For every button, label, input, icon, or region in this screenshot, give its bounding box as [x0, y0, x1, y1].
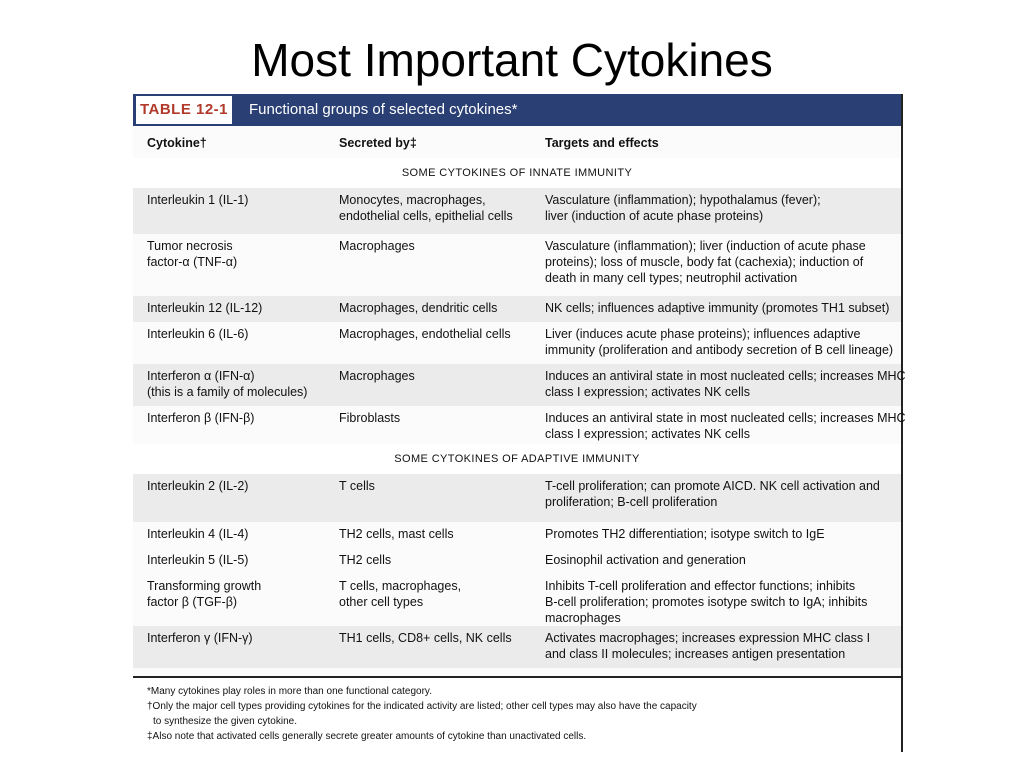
cell-line: Eosinophil activation and generation	[545, 553, 746, 567]
cell-line: T-cell proliferation; can promote AICD. NK cell activation and	[545, 479, 880, 493]
cell-line: Vasculature (inflammation); liver (induction of acute phase	[545, 239, 866, 253]
cell-targets-effects	[545, 238, 866, 286]
table-header-row	[133, 126, 901, 160]
cell-line: TH2 cells, mast cells	[339, 527, 454, 541]
table-row	[133, 574, 901, 626]
header-targets-effects: Targets and effects	[545, 136, 659, 150]
cell-line: class I expression; activates NK cells	[545, 385, 750, 399]
cell-line: (this is a family of molecules)	[147, 385, 308, 399]
cell-targets-effects	[545, 300, 889, 316]
cell-line: T cells	[339, 479, 375, 493]
cell-line: factor-α (TNF-α)	[147, 255, 238, 269]
cell-line: Macrophages	[339, 369, 415, 383]
cell-line: Tumor necrosis	[147, 239, 233, 253]
cell-cytokine	[147, 368, 307, 400]
cell-targets-effects	[545, 368, 906, 400]
cell-cytokine	[147, 192, 248, 208]
table-row	[133, 626, 901, 668]
footnote: to synthesize the given cytokine.	[153, 716, 297, 727]
cell-cytokine	[147, 478, 248, 494]
cell-line: macrophages	[545, 611, 621, 625]
cell-line: other cell types	[339, 595, 424, 609]
table-row	[133, 548, 901, 574]
cell-secreted-by	[339, 300, 497, 316]
section-heading: SOME CYTOKINES OF ADAPTIVE IMMUNITY	[133, 444, 901, 475]
cell-cytokine	[147, 630, 253, 646]
cell-line: T cells, macrophages,	[339, 579, 462, 593]
cell-secreted-by	[339, 238, 415, 254]
cell-line: Macrophages	[339, 239, 415, 253]
cell-line: TH1 cells, CD8+ cells, NK cells	[339, 631, 512, 645]
cell-line: Interferon γ (IFN-γ)	[147, 631, 253, 645]
cell-cytokine	[147, 578, 261, 610]
cell-targets-effects	[545, 526, 825, 542]
cell-secreted-by	[339, 526, 454, 542]
cell-line: Interleukin 5 (IL-5)	[147, 553, 249, 567]
cell-cytokine	[147, 238, 237, 270]
cell-secreted-by	[339, 410, 400, 426]
cell-line: class I expression; activates NK cells	[545, 427, 750, 441]
cell-secreted-by	[339, 478, 375, 494]
table-row	[133, 522, 901, 548]
cell-line: immunity (proliferation and antibody secretion of B cell lineage)	[545, 343, 894, 357]
header-secreted-by: Secreted by‡	[339, 136, 417, 150]
cell-line: liver (induction of acute phase proteins)	[545, 209, 764, 223]
cell-line: Inhibits T-cell proliferation and effector functions; inhibits	[545, 579, 856, 593]
cell-line: Activates macrophages; increases expression MHC class I	[545, 631, 871, 645]
cell-targets-effects	[545, 630, 870, 662]
footnote: †Only the major cell types providing cytokines for the indicated activity are listed; other cell types may also have the capacity	[147, 701, 697, 712]
cell-secreted-by	[339, 368, 415, 384]
cell-targets-effects	[545, 326, 893, 358]
cell-line: Liver (induces acute phase proteins); influences adaptive	[545, 327, 861, 341]
cell-line: Interleukin 1 (IL-1)	[147, 193, 249, 207]
header-cytokine: Cytokine†	[147, 136, 207, 150]
cell-line: factor β (TGF-β)	[147, 595, 238, 609]
cell-targets-effects	[545, 192, 821, 224]
cell-line: Induces an antiviral state in most nucleated cells; increases MHC	[545, 369, 906, 383]
table-row	[133, 234, 901, 296]
table-row	[133, 188, 901, 234]
cell-line: endothelial cells, epithelial cells	[339, 209, 513, 223]
section-heading: SOME CYTOKINES OF INNATE IMMUNITY	[133, 158, 901, 189]
table-row	[133, 474, 901, 522]
cell-line: Macrophages, endothelial cells	[339, 327, 511, 341]
cell-targets-effects	[545, 478, 880, 510]
cell-secreted-by	[339, 192, 513, 224]
cell-line: death in many cell types; neutrophil activation	[545, 271, 798, 285]
cell-line: Transforming growth	[147, 579, 262, 593]
table-row	[133, 364, 906, 406]
cell-targets-effects	[545, 410, 906, 442]
cell-targets-effects	[545, 552, 746, 568]
cytokine-table	[133, 94, 906, 752]
cell-line: proliferation; B-cell proliferation	[545, 495, 718, 509]
footnote: ‡Also note that activated cells generally secrete greater amounts of cytokine than unactivated cells.	[147, 731, 587, 742]
cell-line: Vasculature (inflammation); hypothalamus (fever);	[545, 193, 821, 207]
cell-line: NK cells; influences adaptive immunity (promotes TH1 subset)	[545, 301, 890, 315]
table-caption-bar	[133, 94, 901, 126]
cell-cytokine	[147, 326, 248, 342]
cell-line: Fibroblasts	[339, 411, 401, 425]
cell-line: Promotes TH2 differentiation; isotype switch to IgE	[545, 527, 825, 541]
table-row	[133, 296, 901, 322]
table-row	[133, 406, 906, 444]
cell-cytokine	[147, 526, 248, 542]
cell-secreted-by	[339, 326, 511, 342]
footnote: *Many cytokines play roles in more than one functional category.	[147, 686, 432, 697]
table-caption: Functional groups of selected cytokines*	[249, 101, 518, 118]
table-footnotes	[133, 676, 901, 754]
cell-line: Monocytes, macrophages,	[339, 193, 486, 207]
table-row	[133, 322, 901, 364]
cell-line: Macrophages, dendritic cells	[339, 301, 498, 315]
slide-title: Most Important Cytokines	[251, 34, 773, 86]
cell-line: Interferon α (IFN-α)	[147, 369, 255, 383]
cell-line: Interleukin 12 (IL-12)	[147, 301, 263, 315]
cell-line: proteins); loss of muscle, body fat (cachexia); induction of	[545, 255, 864, 269]
cell-line: Interleukin 2 (IL-2)	[147, 479, 249, 493]
cell-line: Interleukin 6 (IL-6)	[147, 327, 249, 341]
cell-line: B-cell proliferation; promotes isotype switch to IgA; inhibits	[545, 595, 868, 609]
cell-cytokine	[147, 300, 262, 316]
cell-secreted-by	[339, 630, 512, 646]
cell-line: and class II molecules; increases antigen presentation	[545, 647, 846, 661]
cell-cytokine	[147, 552, 248, 568]
cell-line: TH2 cells	[339, 553, 392, 567]
cell-line: Interleukin 4 (IL-4)	[147, 527, 249, 541]
cell-line: Induces an antiviral state in most nucleated cells; increases MHC	[545, 411, 906, 425]
cell-secreted-by	[339, 552, 391, 568]
cell-line: Interferon β (IFN-β)	[147, 411, 255, 425]
cell-targets-effects	[545, 578, 867, 626]
table-number: TABLE 12-1	[136, 96, 232, 124]
cell-cytokine	[147, 410, 254, 426]
cell-secreted-by	[339, 578, 461, 610]
